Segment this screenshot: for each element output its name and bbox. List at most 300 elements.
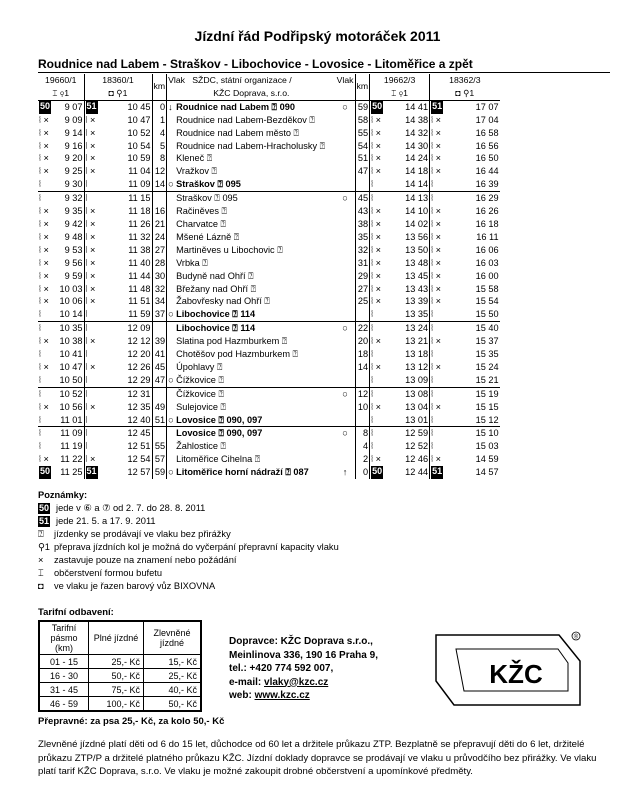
tariff-header-row <box>39 621 201 655</box>
time-cell <box>84 387 152 400</box>
arrival-mark: ○ <box>168 179 174 190</box>
station-cell <box>167 244 336 257</box>
departure-time: 14 30 <box>405 140 429 151</box>
km-value <box>355 178 370 191</box>
time-cell <box>84 361 152 374</box>
web-link[interactable]: www.kzc.cz <box>254 690 310 701</box>
station-name: Charvatce ⍰ <box>176 218 227 229</box>
stop-symbol: ⦚ × <box>39 153 49 164</box>
departure-time: 12 52 <box>405 441 429 452</box>
km-value: 20 <box>355 335 370 348</box>
station-cell <box>167 322 336 335</box>
km-value <box>355 374 370 387</box>
tariff-zone: 16 - 30 <box>39 669 89 683</box>
station-cell <box>167 218 336 231</box>
departure-time: 11 04 <box>128 166 151 177</box>
stop-symbol: ⦚ <box>85 309 88 320</box>
time-cell <box>38 348 84 361</box>
service-badge: 50 <box>39 466 51 479</box>
time-cell <box>370 348 430 361</box>
stop-symbol: ⦚ <box>85 428 88 439</box>
time-cell <box>430 178 500 191</box>
km-value: 32 <box>152 283 167 296</box>
table-row <box>38 414 500 427</box>
departure-time: 11 32 <box>128 231 151 242</box>
service-badge: 51 <box>86 101 98 114</box>
km-value <box>152 427 167 440</box>
carrier-web: web: www.kzc.cz <box>229 690 310 701</box>
time-cell <box>84 231 152 244</box>
time-cell <box>430 192 500 205</box>
departure-time: 15 15 <box>475 401 499 412</box>
km-value: 55 <box>355 127 370 140</box>
email-link[interactable]: vlaky@kzc.cz <box>264 676 329 688</box>
station-cell <box>167 114 336 127</box>
station-name: Chotěšov pod Hazmburkem ⍰ <box>176 349 299 360</box>
time-cell <box>370 152 430 165</box>
time-cell <box>38 231 84 244</box>
time-cell <box>38 427 84 440</box>
stop-symbol: ⦚ <box>39 374 41 385</box>
time-cell <box>84 308 152 321</box>
departure-time: 16 00 <box>475 270 499 281</box>
arrival-mark: ↓ <box>168 101 173 112</box>
departure-mark <box>336 374 355 387</box>
km-value: 10 <box>355 401 370 414</box>
departure-mark: ○ <box>336 192 355 205</box>
stop-symbol: ⦚ × <box>371 140 381 151</box>
stop-symbol: ⦚ <box>431 349 434 360</box>
stop-symbol: ⦚ <box>371 441 374 452</box>
departure-time: 14 24 <box>405 153 429 164</box>
departure-mark <box>336 140 355 153</box>
time-cell <box>84 218 152 231</box>
train-number: 18360/1 <box>84 74 152 87</box>
stop-symbol: ⦚ × <box>431 336 441 347</box>
departure-time: 10 47 <box>59 361 83 372</box>
km-value <box>355 414 370 427</box>
tariff-full: 25,- Kč <box>89 655 144 669</box>
note-item <box>38 554 339 567</box>
table-row <box>38 165 500 178</box>
departure-time: 14 38 <box>405 114 429 125</box>
departure-mark <box>336 401 355 414</box>
time-cell <box>38 218 84 231</box>
time-cell <box>84 322 152 335</box>
departure-time: 11 09 <box>60 428 83 439</box>
time-cell <box>38 192 84 205</box>
stop-symbol: ⦚ × <box>371 257 381 268</box>
departure-time: 12 40 <box>127 414 151 425</box>
time-cell <box>430 152 500 165</box>
departure-time: 12 35 <box>127 401 151 412</box>
departure-time: 10 47 <box>127 114 151 125</box>
tariff-col-full: Plné jízdné <box>89 621 144 655</box>
stop-symbol: ⦚ × <box>85 296 96 307</box>
time-cell <box>430 218 500 231</box>
time-cell <box>38 453 84 466</box>
km-value <box>152 387 167 400</box>
note-text: jede 21. 5. a 17. 9. 2011 <box>56 516 156 526</box>
time-cell <box>84 178 152 191</box>
departure-time: 9 07 <box>64 101 83 112</box>
time-cell <box>370 127 430 140</box>
vlak-header: Vlak <box>336 75 354 85</box>
stop-symbol: ⦚ <box>85 349 88 360</box>
departure-time: 15 10 <box>475 428 499 439</box>
stop-symbol: ⦚ × <box>39 361 49 372</box>
km-value: 16 <box>152 205 167 218</box>
departure-time: 15 54 <box>475 296 499 307</box>
note-item <box>38 567 339 580</box>
stop-symbol: ⦚ <box>39 309 41 320</box>
station-cell <box>167 270 336 283</box>
km-value: 18 <box>355 348 370 361</box>
departure-time: 11 51 <box>128 296 151 307</box>
departure-mark <box>336 231 355 244</box>
stop-symbol: ⦚ × <box>431 454 441 465</box>
train-symbols: ◘ ⚲1 <box>84 87 152 100</box>
km-value: 4 <box>152 127 167 140</box>
stop-symbol: ⦚ × <box>39 283 49 294</box>
km-value: 27 <box>152 244 167 257</box>
departure-time: 16 56 <box>475 140 499 151</box>
time-cell <box>84 270 152 283</box>
stop-symbol: ⦚ × <box>371 296 381 307</box>
note-symbol: 50 <box>39 503 50 513</box>
departure-time: 13 43 <box>405 283 429 294</box>
stop-symbol: ⦚ × <box>39 218 49 229</box>
station-name: Vrbka ⍰ <box>176 257 208 268</box>
km-value: 31 <box>355 257 370 270</box>
notes <box>38 489 339 593</box>
departure-mark <box>336 152 355 165</box>
time-cell <box>370 192 430 205</box>
stop-symbol: ⦚ × <box>431 218 441 229</box>
departure-time: 10 50 <box>59 374 83 385</box>
departure-time: 13 04 <box>405 401 429 412</box>
stop-symbol: ⦚ × <box>431 114 441 125</box>
time-cell <box>430 283 500 296</box>
time-cell <box>430 231 500 244</box>
station-cell <box>167 127 336 140</box>
stop-symbol: ⦚ × <box>431 283 441 294</box>
station-cell <box>167 205 336 218</box>
km-value: 2 <box>355 453 370 466</box>
stop-symbol: ⦚ × <box>39 140 49 151</box>
km-value: 30 <box>152 270 167 283</box>
note-text: občerstvení formou bufetu <box>54 568 163 578</box>
departure-time: 14 10 <box>405 206 429 217</box>
station-cell <box>167 231 336 244</box>
departure-time: 9 09 <box>64 114 83 125</box>
departure-time: 12 51 <box>127 441 151 452</box>
stop-symbol: ⦚ × <box>85 127 96 138</box>
departure-mark <box>336 440 355 453</box>
table-row <box>38 205 500 218</box>
km-header: km <box>355 74 370 100</box>
stop-symbol: ⦚ × <box>85 336 96 347</box>
departure-time: 16 11 <box>476 231 499 242</box>
stop-symbol: ⦚ × <box>371 127 381 138</box>
station-name: Litoměřice Cihelna ⍰ <box>176 454 261 465</box>
time-cell <box>38 165 84 178</box>
page-title: Jízdní řád Podřipský motoráček 2011 <box>194 28 441 44</box>
stop-symbol: ⦚ × <box>39 244 49 255</box>
departure-time: 11 38 <box>128 244 151 255</box>
station-name: Roudnice nad Labem město ⍰ <box>176 127 300 138</box>
km-value: 57 <box>152 453 167 466</box>
departure-time: 11 22 <box>60 454 83 465</box>
time-cell <box>84 414 152 427</box>
km-value <box>152 322 167 335</box>
stop-symbol: ⦚ × <box>431 361 441 372</box>
departure-time: 16 44 <box>475 166 499 177</box>
stop-symbol: ⦚ × <box>371 153 381 164</box>
time-cell <box>38 414 84 427</box>
time-cell <box>84 453 152 466</box>
time-cell <box>84 205 152 218</box>
time-cell <box>370 218 430 231</box>
note-text: zastavuje pouze na znamení nebo požádání <box>54 555 237 565</box>
station-name: Žahlostice ⍰ <box>176 441 227 452</box>
departure-time: 11 25 <box>60 467 83 478</box>
stop-symbol: ⦚ × <box>371 166 381 177</box>
time-cell <box>370 440 430 453</box>
km-value: 51 <box>152 414 167 427</box>
tariff-table <box>38 620 202 712</box>
time-cell <box>38 295 84 308</box>
train-symbols: ⌶ ⚲1 <box>370 87 430 100</box>
station-name: Račiněves ⍰ <box>176 206 228 217</box>
stop-symbol: ⦚ × <box>85 361 96 372</box>
departure-mark <box>336 335 355 348</box>
table-row <box>38 218 500 231</box>
stop-symbol: ⦚ <box>85 388 88 399</box>
station-cell <box>167 165 336 178</box>
time-cell <box>430 466 500 479</box>
time-cell <box>84 192 152 205</box>
departure-mark: ○ <box>336 427 355 440</box>
time-cell <box>370 283 430 296</box>
header-row-2 <box>38 87 500 100</box>
km-value: 49 <box>152 401 167 414</box>
stop-symbol: ⦚ <box>39 414 41 425</box>
tariff-full: 75,- Kč <box>89 683 144 697</box>
km-value: 59 <box>355 100 370 113</box>
departure-time: 14 18 <box>405 166 429 177</box>
km-value: 43 <box>355 205 370 218</box>
departure-time: 10 52 <box>59 388 83 399</box>
logo-text: KŽC <box>489 659 543 689</box>
stop-symbol: ⦚ × <box>431 257 441 268</box>
departure-time: 12 57 <box>127 467 151 478</box>
departure-mark <box>336 165 355 178</box>
time-cell <box>370 231 430 244</box>
departure-time: 9 16 <box>64 140 83 151</box>
departure-time: 14 32 <box>405 127 429 138</box>
stop-symbol: ⦚ × <box>85 153 96 164</box>
departure-mark <box>336 178 355 191</box>
time-cell <box>370 270 430 283</box>
departure-time: 11 48 <box>128 283 151 294</box>
table-row <box>38 100 500 113</box>
stop-symbol: ⦚ × <box>39 454 49 465</box>
time-cell <box>84 374 152 387</box>
time-cell <box>370 165 430 178</box>
stop-symbol: ⦚ × <box>371 231 381 242</box>
time-cell <box>430 270 500 283</box>
time-cell <box>430 361 500 374</box>
table-row <box>38 114 500 127</box>
tariff-col-zone: Tarifní pásmo (km) <box>39 621 89 655</box>
departure-time: 11 59 <box>128 309 151 320</box>
departure-mark <box>336 283 355 296</box>
table-row <box>38 440 500 453</box>
stop-symbol: ⦚ × <box>371 270 381 281</box>
station-cell <box>167 257 336 270</box>
time-cell <box>430 427 500 440</box>
stop-symbol: ⦚ <box>39 428 41 439</box>
train-number: 18362/3 <box>430 74 500 87</box>
km-value: 54 <box>355 140 370 153</box>
stop-symbol: ⦚ <box>39 441 41 452</box>
station-cell <box>167 361 336 374</box>
departure-time: 15 12 <box>475 414 499 425</box>
departure-mark <box>336 244 355 257</box>
departure-time: 12 45 <box>127 428 151 439</box>
departure-mark: ↑ <box>342 467 348 478</box>
departure-mark <box>336 270 355 283</box>
stop-symbol: ⦚ <box>431 428 434 439</box>
time-cell <box>430 244 500 257</box>
km-value: 29 <box>355 270 370 283</box>
stop-symbol: ⦚ <box>371 388 374 399</box>
km-value: 51 <box>355 152 370 165</box>
svg-text:®: ® <box>573 634 579 641</box>
arrival-mark: ○ <box>168 467 174 478</box>
departure-time: 13 09 <box>405 374 429 385</box>
time-cell <box>38 283 84 296</box>
service-badge: 51 <box>431 466 443 479</box>
time-cell <box>38 308 84 321</box>
station-cell <box>167 374 336 387</box>
station-name: Kleneč ⍰ <box>176 153 213 164</box>
km-value: 37 <box>152 308 167 321</box>
notes-heading: Poznámky: <box>38 490 88 500</box>
departure-time: 10 41 <box>59 349 83 360</box>
tariff-row <box>39 697 201 712</box>
station-cell <box>167 192 336 205</box>
departure-time: 13 56 <box>405 231 429 242</box>
stop-symbol: ⦚ × <box>85 401 96 412</box>
tariff-col-reduced: Zlevněné jízdné <box>144 621 202 655</box>
tariff-reduced: 25,- Kč <box>144 669 202 683</box>
departure-time: 11 01 <box>60 414 83 425</box>
arrival-mark: ○ <box>168 374 174 385</box>
stop-symbol: ⦚ <box>39 179 41 190</box>
note-text: jede v ⑥ a ⑦ od 2. 7. do 28. 8. 2011 <box>56 503 206 513</box>
stop-symbol: ⦚ × <box>39 270 49 281</box>
stop-symbol: ⦚ <box>39 388 41 399</box>
departure-time: 15 40 <box>475 323 499 334</box>
stop-symbol: ⦚ × <box>85 244 96 255</box>
km-value: 25 <box>355 295 370 308</box>
stop-symbol: ⦚ × <box>85 283 96 294</box>
note-item <box>38 502 339 515</box>
stop-symbol: ⦚ × <box>371 454 381 465</box>
km-value: 22 <box>355 322 370 335</box>
station-name: Litoměřice horní nádraží ⍰ 087 <box>176 467 309 478</box>
time-cell <box>38 114 84 127</box>
stop-symbol: ⦚ <box>85 323 88 334</box>
departure-mark <box>336 453 355 466</box>
time-cell <box>38 205 84 218</box>
departure-time: 13 21 <box>405 336 429 347</box>
km-value: 0 <box>152 100 167 113</box>
departure-time: 13 01 <box>405 414 429 425</box>
departure-time: 9 56 <box>64 257 83 268</box>
time-cell <box>370 466 430 479</box>
table-row <box>38 322 500 335</box>
time-cell <box>84 335 152 348</box>
stop-symbol: ⦚ <box>39 323 41 334</box>
km-value: 41 <box>152 348 167 361</box>
departure-time: 11 26 <box>128 218 151 229</box>
time-cell <box>84 283 152 296</box>
km-value: 8 <box>152 152 167 165</box>
time-cell <box>370 401 430 414</box>
stop-symbol: ⦚ <box>85 193 88 204</box>
departure-time: 14 41 <box>405 101 429 112</box>
stop-symbol: ⦚ × <box>39 296 49 307</box>
time-cell <box>38 322 84 335</box>
time-cell <box>430 295 500 308</box>
table-row <box>38 127 500 140</box>
time-cell <box>84 440 152 453</box>
station-cell <box>167 178 336 191</box>
time-cell <box>84 427 152 440</box>
table-row <box>38 152 500 165</box>
time-cell <box>38 127 84 140</box>
time-cell <box>430 100 500 113</box>
table-row <box>38 244 500 257</box>
table-row <box>38 257 500 270</box>
time-cell <box>84 257 152 270</box>
departure-time: 13 50 <box>405 244 429 255</box>
station-name: Budyně nad Ohří ⍰ <box>176 270 254 281</box>
time-cell <box>370 427 430 440</box>
departure-time: 12 44 <box>405 467 429 478</box>
kzc-logo <box>434 631 584 709</box>
departure-time: 13 39 <box>405 296 429 307</box>
km-header: km <box>152 74 167 100</box>
departure-time: 9 25 <box>64 166 83 177</box>
stop-symbol: ⦚ <box>431 179 434 190</box>
station-name: Žabovřesky nad Ohří ⍰ <box>176 296 270 307</box>
departure-time: 11 44 <box>128 270 151 281</box>
time-cell <box>430 374 500 387</box>
stop-symbol: ⦚ × <box>39 166 49 177</box>
departure-time: 9 14 <box>64 127 83 138</box>
km-value <box>355 308 370 321</box>
route-heading: Roudnice nad Labem - Straškov - Libochovice - Lovosice - Litoměřice a zpět <box>38 57 610 73</box>
stop-symbol: ⦚ <box>371 374 374 385</box>
carrier-phone: tel.: +420 774 592 007, <box>229 663 334 674</box>
stop-symbol: ⦚ <box>371 323 374 334</box>
time-cell <box>38 100 84 113</box>
departure-mark <box>336 205 355 218</box>
